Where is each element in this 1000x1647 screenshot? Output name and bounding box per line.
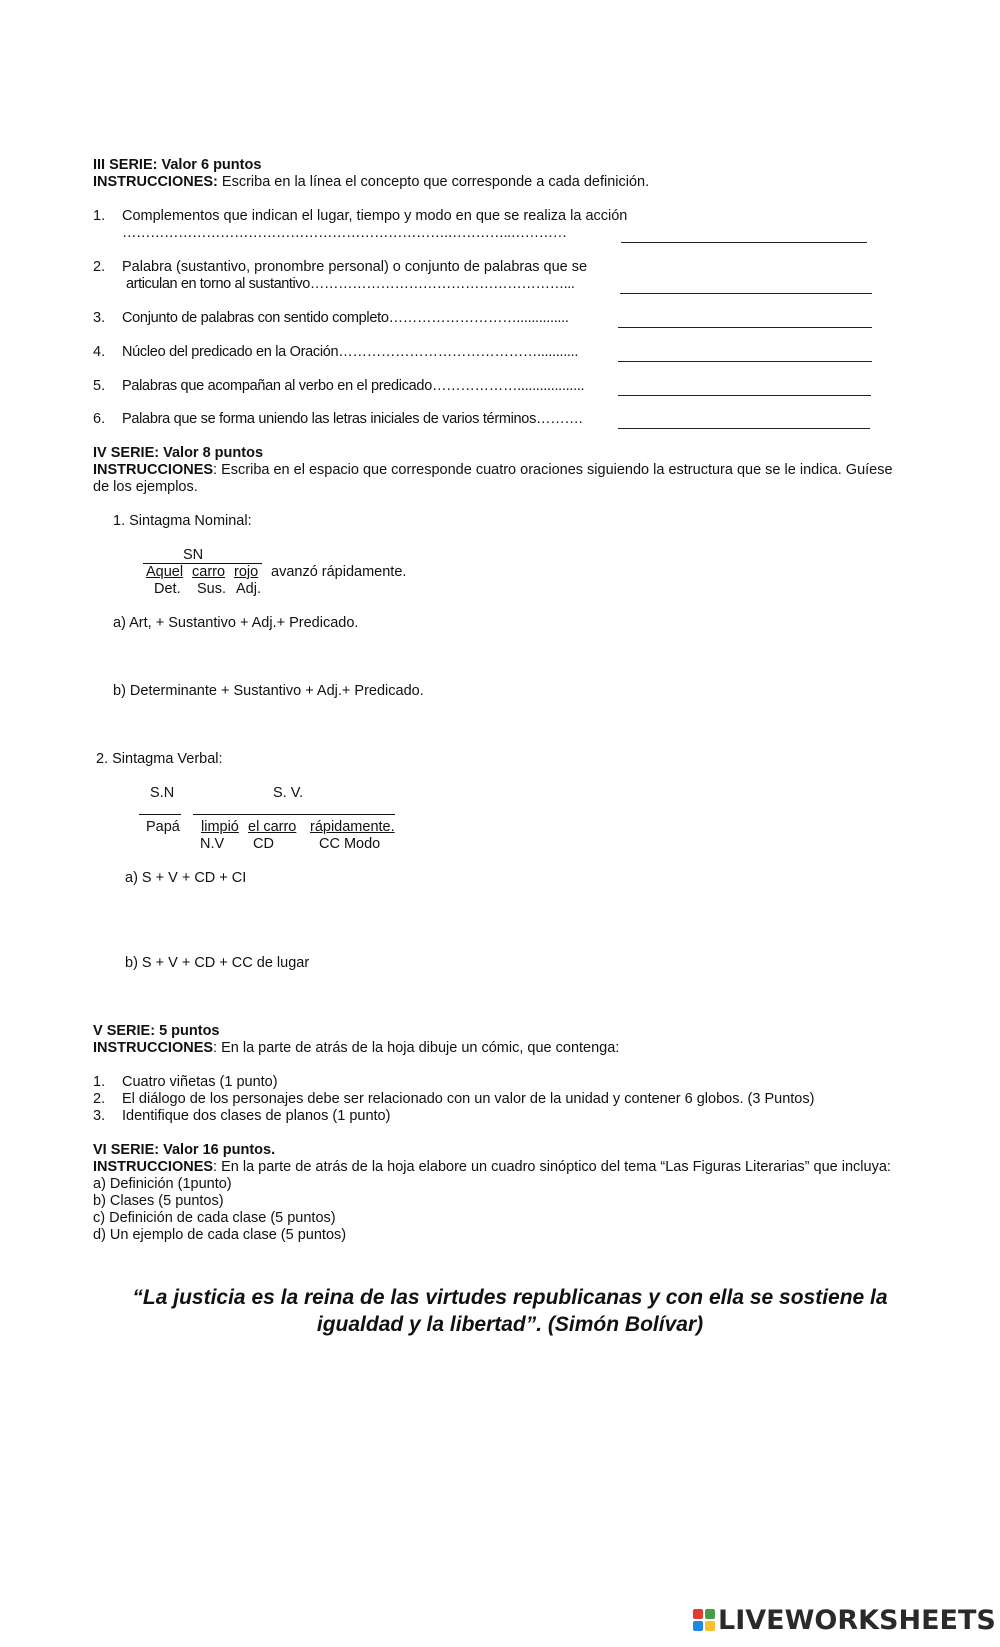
sv-bracket-line [193, 814, 395, 815]
serie6-item-c: c) Definición de cada clase (5 puntos) [93, 1210, 336, 1226]
instructions-label: INSTRUCCIONES [93, 1159, 214, 1175]
answer-verbal-a[interactable] [155, 895, 775, 917]
answer-nominal-a[interactable] [145, 640, 765, 662]
sn-label: SN [183, 547, 204, 563]
serie3-item-4-text: Núcleo del predicado en la Oración……………………………………........... [122, 344, 579, 360]
serie3-item-3-text: Conjunto de palabras con sentido completo……………………….............. [122, 310, 569, 326]
nominal-exercise-a: a) Art, + Sustantivo + Adj.+ Predicado. [113, 615, 359, 631]
serie3-item-5-number: 5. [93, 378, 106, 394]
serie5-title: V SERIE: 5 puntos [93, 1023, 220, 1039]
instructions-text: : En la parte de atrás de la hoja elabore un cuadro sinóptico del tema “Las Figuras Literarias” que incluya: [213, 1159, 891, 1175]
serie5-item-2-number: 2. [93, 1091, 106, 1107]
serie6-instructions [93, 1159, 891, 1176]
answer-field-2[interactable] [620, 271, 872, 294]
answer-field-3[interactable] [618, 305, 872, 328]
logo-mark-icon [693, 1609, 715, 1631]
instructions-label: INSTRUCCIONES: [93, 174, 218, 190]
serie4-instructions [93, 462, 893, 479]
serie3-item-6-number: 6. [93, 411, 106, 427]
word-rojo: rojo [234, 564, 259, 580]
nominal-heading: 1. Sintagma Nominal: [113, 513, 252, 529]
nominal-exercise-b: b) Determinante + Sustantivo + Adj.+ Predicado. [113, 683, 424, 699]
serie4-instructions-cont: de los ejemplos. [93, 479, 198, 495]
serie3-instructions [93, 174, 649, 191]
serie3-item-2-text-cont: articulan en torno al sustantivo………………………………………………... [126, 276, 575, 292]
instructions-label: INSTRUCCIONES [93, 1040, 214, 1056]
verbal-heading: 2. Sintagma Verbal: [96, 751, 223, 767]
word-aquel: Aquel [146, 564, 184, 580]
verbal-exercise-b: b) S + V + CD + CC de lugar [125, 955, 310, 971]
word-carro: carro [192, 564, 226, 580]
sn-label: S.N [150, 785, 175, 801]
logo-square-l [693, 1609, 703, 1619]
serie3-item-4-number: 4. [93, 344, 106, 360]
instructions-text: : En la parte de atrás de la hoja dibuje un cómic, que contenga: [213, 1040, 620, 1056]
label-adj: Adj. [236, 581, 261, 597]
word-limpio: limpió [201, 819, 239, 835]
serie5-item-3-number: 3. [93, 1108, 106, 1124]
logo-text: LIVEWORKSHEETS [718, 1604, 996, 1636]
serie3-item-1-dots: …………………………………………………………….…………..………… [122, 225, 567, 241]
serie3-item-2-text: Palabra (sustantivo, pronombre personal) o conjunto de palabras que se [122, 259, 588, 275]
label-det: Det. [154, 581, 181, 597]
serie3-item-2-number: 2. [93, 259, 106, 275]
word-el-carro: el carro [248, 819, 297, 835]
serie6-item-d: d) Un ejemplo de cada clase (5 puntos) [93, 1227, 347, 1243]
word-papa: Papá [146, 819, 180, 835]
serie4-title: IV SERIE: Valor 8 puntos [93, 445, 264, 461]
sn-bracket-line [139, 814, 181, 815]
closing-quote: “La justicia es la reina de las virtudes republicanas y con ella se sostiene la igualdad y la libertad”. (Simón Bolívar) [132, 1286, 888, 1336]
logo-square-e [705, 1621, 715, 1631]
serie3-item-6-text: Palabra que se forma uniendo las letras iniciales de varios términos………. [122, 411, 583, 427]
answer-field-4[interactable] [618, 339, 872, 362]
serie3-item-5-text: Palabras que acompañan al verbo en el predicado……………….................. [122, 378, 585, 394]
label-sus: Sus. [197, 581, 227, 597]
serie3-title: III SERIE: Valor 6 puntos [93, 157, 262, 173]
answer-field-1[interactable] [621, 220, 867, 243]
serie5-item-3-text: Identifique dos clases de planos (1 punto) [122, 1108, 391, 1124]
logo-square-i [705, 1609, 715, 1619]
instructions-text: : Escriba en el espacio que corresponde cuatro oraciones siguiendo la estructura que se le indica. Guíese [213, 462, 893, 478]
label-cc-modo: CC Modo [319, 836, 381, 852]
answer-verbal-b[interactable] [155, 980, 775, 1002]
answer-nominal-b[interactable] [145, 708, 765, 730]
label-cd: CD [253, 836, 274, 852]
answer-field-6[interactable] [618, 406, 870, 429]
serie6-title: VI SERIE: Valor 16 puntos. [93, 1142, 276, 1158]
sv-label: S. V. [273, 785, 304, 801]
label-nv: N.V [200, 836, 225, 852]
nominal-predicate: avanzó rápidamente. [271, 564, 407, 580]
serie3-item-1-text: Complementos que indican el lugar, tiempo y modo en que se realiza la acción [122, 208, 628, 224]
serie5-item-2-text: El diálogo de los personajes debe ser relacionado con un valor de la unidad y contener 6 globos. (3 Puntos) [122, 1091, 815, 1107]
verbal-exercise-a: a) S + V + CD + CI [125, 870, 247, 886]
serie5-instructions [93, 1040, 619, 1057]
answer-field-5[interactable] [618, 373, 871, 396]
liveworksheets-logo [693, 1605, 996, 1635]
logo-square-v [693, 1621, 703, 1631]
serie3-item-3-number: 3. [93, 310, 106, 326]
serie5-item-1-number: 1. [93, 1074, 106, 1090]
instructions-text: Escriba en la línea el concepto que corresponde a cada definición. [217, 174, 650, 190]
instructions-label: INSTRUCCIONES [93, 462, 214, 478]
serie6-item-a: a) Definición (1punto) [93, 1176, 232, 1192]
serie5-item-1-text: Cuatro viñetas (1 punto) [122, 1074, 278, 1090]
serie6-item-b: b) Clases (5 puntos) [93, 1193, 224, 1209]
serie3-item-1-number: 1. [93, 208, 106, 224]
word-rapidamente: rápidamente. [310, 819, 395, 835]
